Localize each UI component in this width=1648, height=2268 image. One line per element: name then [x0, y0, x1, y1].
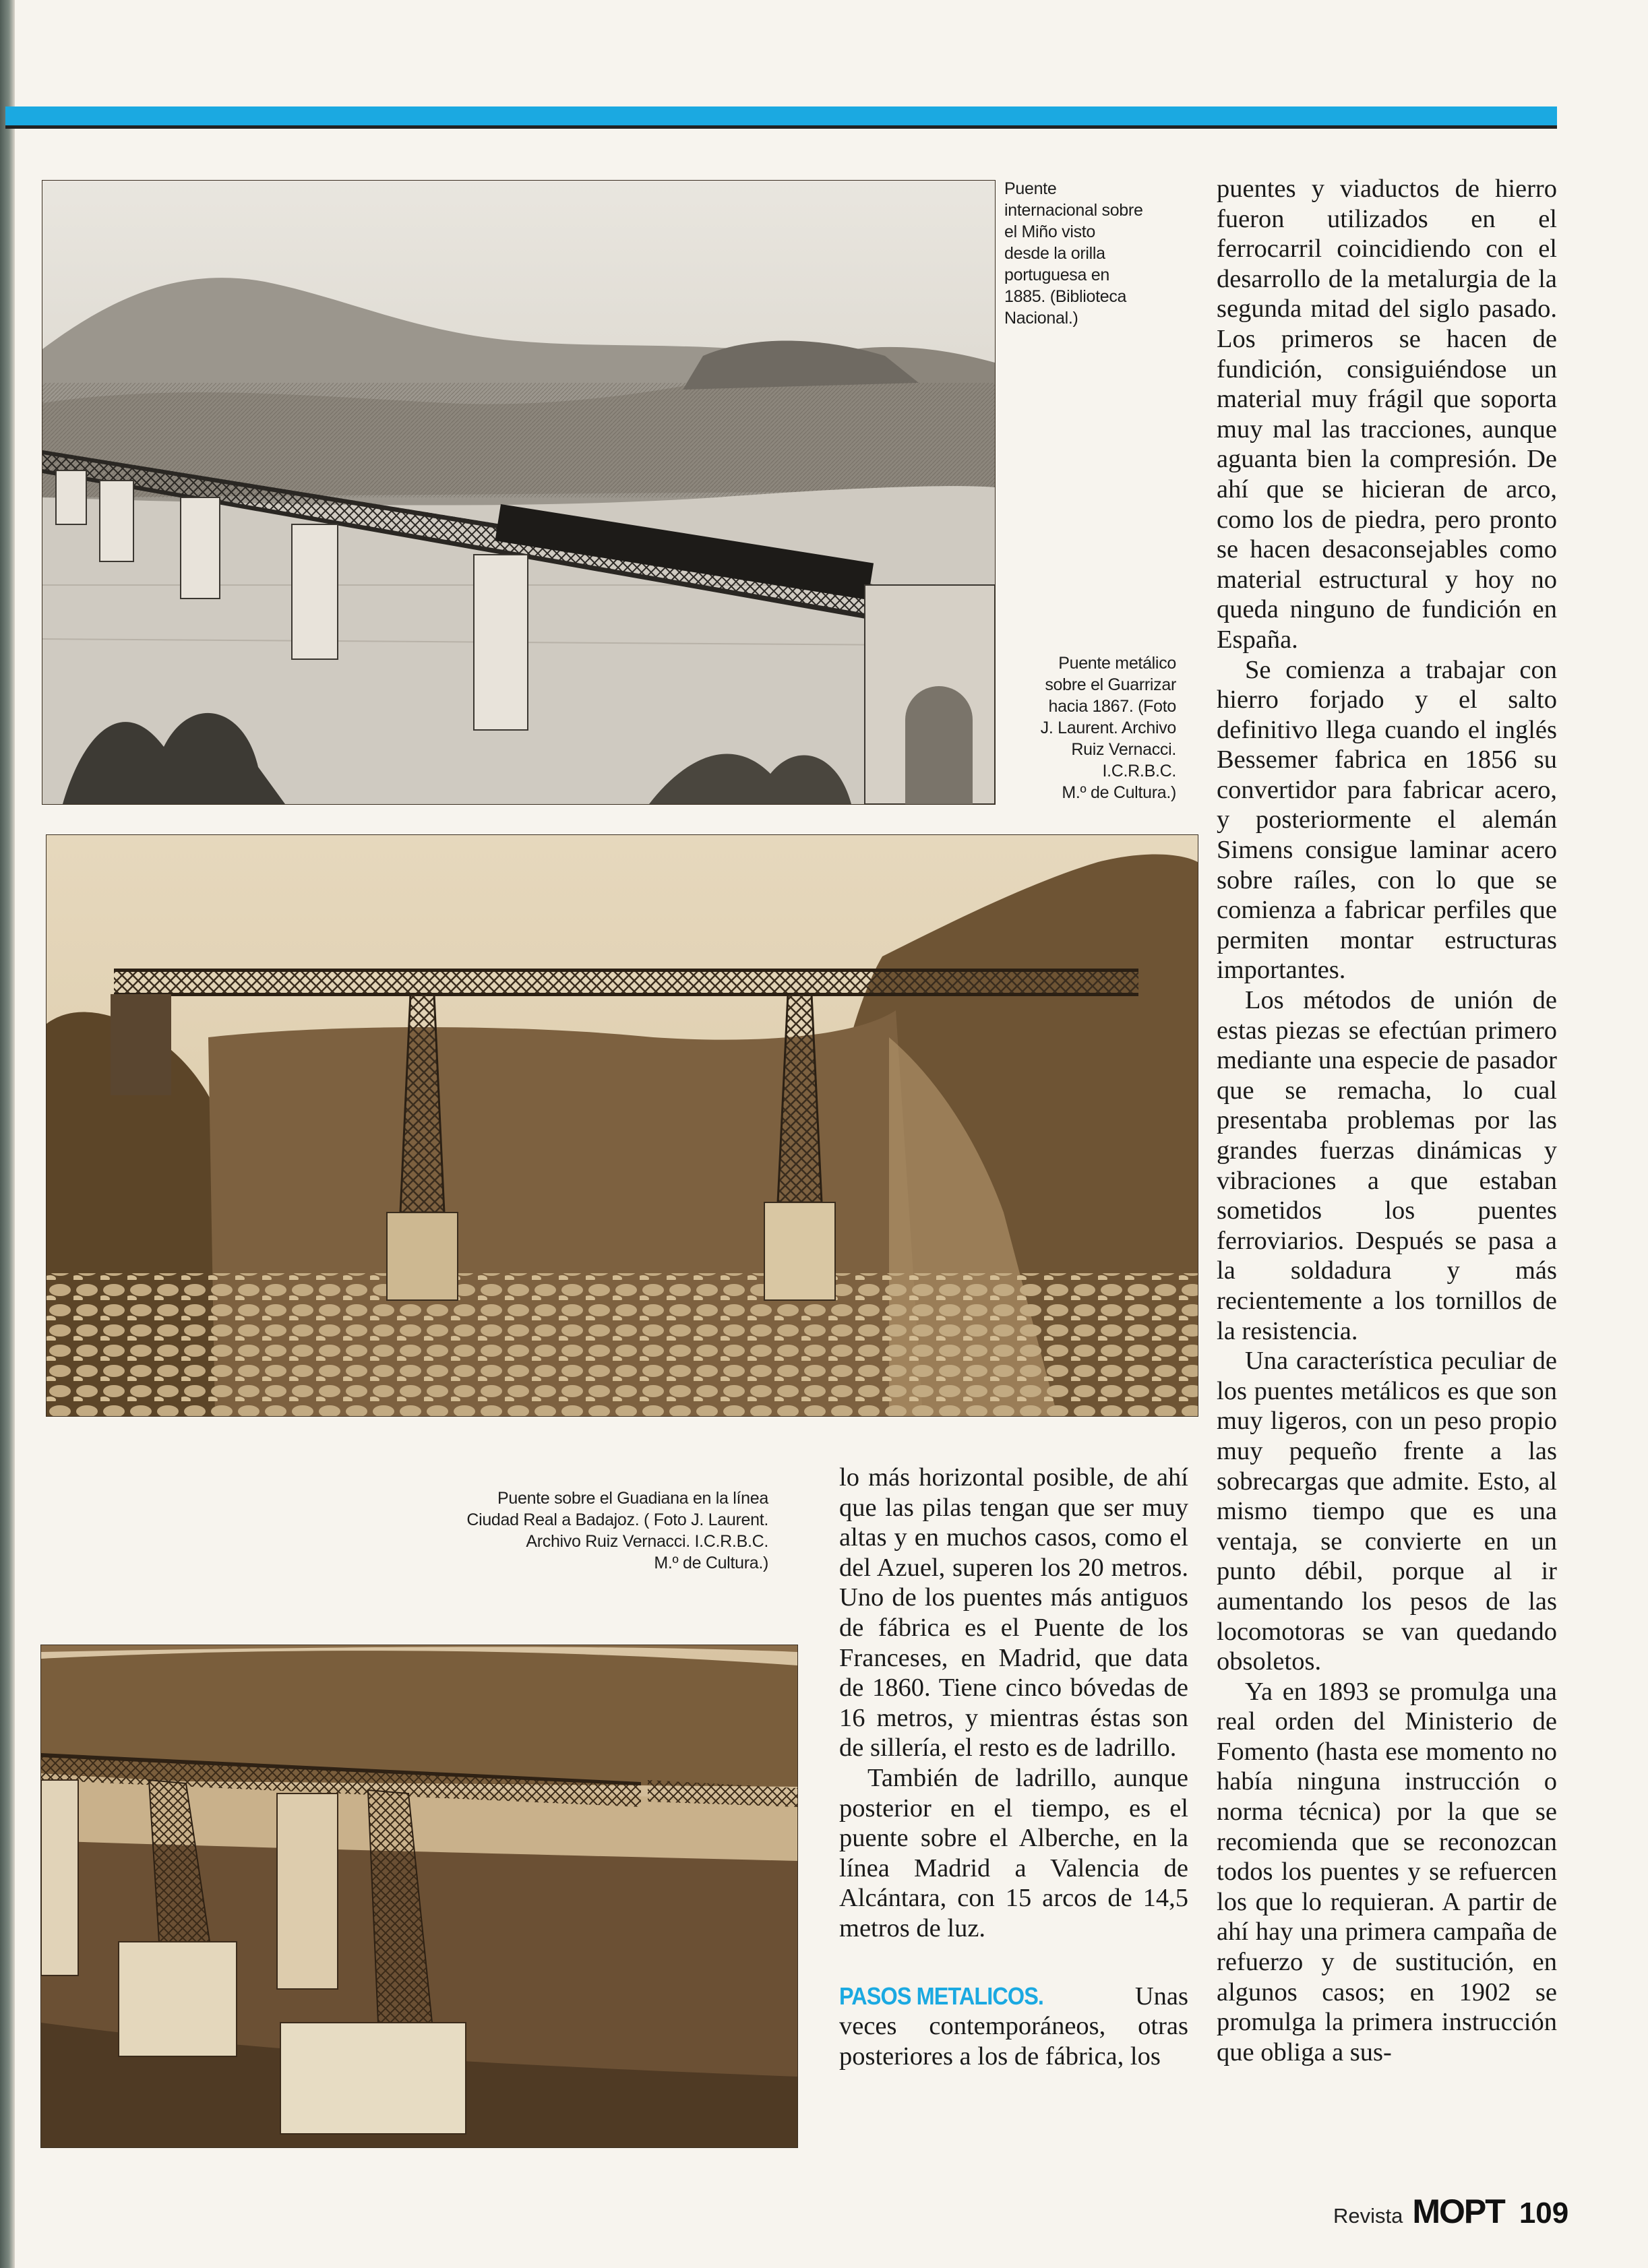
- caption-line: Puente metálico: [1058, 654, 1176, 673]
- caption-line: hacia 1867. (Foto: [1048, 697, 1176, 716]
- page-binding-edge: [0, 0, 15, 2268]
- caption-line: el Miño visto: [1004, 222, 1096, 241]
- section-heading: PASOS METALICOS.: [839, 1982, 1044, 2010]
- photo-caption-mino: [1004, 178, 1173, 329]
- photo-guadiana-bridge: [40, 1645, 798, 2148]
- photo-mino-bridge: [42, 180, 996, 805]
- article-paragraph: puentes y viaductos de hierro fueron utilizados en el ferrocarril coincidiendo con el desarrollo de la metalurgia de la segunda mitad del siglo pasado. Los primeros se hacen de fundición, consiguiéndose un material muy frágil que soporta muy mal las tracciones, aunque aguanta bien la compresión. De ahí que se hicieran de arco, como los de piedra, pero pronto se hacen desaconsejables como material estructural y hoy no queda ninguno de fundición en España.: [1217, 175, 1557, 654]
- caption-line: desde la orilla: [1004, 244, 1105, 263]
- caption-line: I.C.R.B.C.: [1102, 762, 1176, 780]
- caption-line: 1885. (Biblioteca: [1004, 287, 1127, 306]
- photo-caption-guarrizar: [998, 652, 1176, 803]
- header-color-bar: [5, 106, 1557, 129]
- magazine-logo: MOPT: [1412, 2193, 1504, 2230]
- article-paragraph: Los métodos de unión de estas piezas se efectúan primero mediante una especie de pasador que se remacha, lo cual presentaba problemas por las grandes fuerzas dinámicas y vibraciones a que estaban sometidos los puentes ferroviarios. Después se pasa a la soldadura y más recientemente a los tornillos de la resistencia.: [1217, 986, 1557, 1345]
- caption-line: J. Laurent. Archivo: [1040, 718, 1176, 737]
- article-paragraph: También de ladrillo, aunque posterior en el tiempo, es el puente sobre el Alberche, en la línea Madrid a Valencia de Alcántara, con 15 arcos de 14,5 metros de luz.: [839, 1763, 1188, 1942]
- caption-line: Puente sobre el Guadiana en la línea: [497, 1489, 768, 1508]
- photo-guarrizar-bridge: [46, 834, 1198, 1417]
- caption-line: M.º de Cultura.): [1062, 783, 1176, 802]
- section-paragraph: [839, 1982, 1188, 2072]
- article-column-middle: [839, 1463, 1188, 2071]
- caption-line: Archivo Ruiz Vernacci. I.C.R.B.C.: [526, 1532, 768, 1551]
- caption-line: sobre el Guarrizar: [1045, 675, 1176, 694]
- page-footer: [1333, 2192, 1568, 2232]
- footer-revista-label: Revista: [1333, 2204, 1403, 2228]
- caption-line: Ciudad Real a Badajoz. ( Foto J. Laurent.: [466, 1510, 768, 1529]
- caption-line: M.º de Cultura.): [654, 1554, 768, 1572]
- page-number: 109: [1519, 2197, 1569, 2230]
- article-paragraph: Ya en 1893 se promulga una real orden del Ministerio de Fomento (hasta ese momento no había ninguna instrucción o norma técnica) por la que se recomienda que se reconozcan todos los puentes y se refuercen los que lo requieran. A partir de ahí hay una primera campaña de refuerzo y de sustitución, en algunos casos; en 1902 se promulga la primera instrucción que obliga a sus-: [1217, 1677, 1557, 2066]
- caption-line: Ruiz Vernacci.: [1071, 740, 1176, 759]
- article-paragraph: lo más horizontal posible, de ahí que las pilas tengan que ser muy altas y en muchos casos, como el del Azuel, superen los 20 metros. Uno de los puentes más antiguos de fábrica es el Puente de los Franceses, en Madrid, que data de 1860. Tiene cinco bóvedas de 16 metros, y mientras éstas son de sillería, el resto es de ladrillo.: [839, 1463, 1188, 1763]
- article-paragraph: Una característica peculiar de los puentes metálicos es que son muy ligeros, con un peso propio muy pequeño frente a las sobrecargas que admite. Esto, al mismo tiempo que es una ventaja, se convierte en un punto débil, porque al ir aumentando los pesos de las locomotoras se van quedando obsoletos.: [1217, 1347, 1557, 1676]
- caption-line: Nacional.): [1004, 309, 1078, 328]
- article-paragraph: Se comienza a trabajar con hierro forjado y el salto definitivo llega cuando el inglés Bessemer fabrica en 1856 su convertidor para fabricar acero, y posteriormente el alemán Simens consigue laminar acero sobre raíles, con lo que se comienza a fabricar perfiles que permiten montar estructuras importantes.: [1217, 655, 1557, 985]
- section-text: Unas veces contemporáneos, otras posteriores a los de fábrica, los: [839, 1982, 1188, 2071]
- caption-line: internacional sobre: [1004, 201, 1143, 220]
- photo-caption-guadiana: [465, 1488, 768, 1574]
- article-column-right: [1217, 174, 1557, 2067]
- caption-line: Puente: [1004, 179, 1057, 198]
- caption-line: portuguesa en: [1004, 266, 1109, 284]
